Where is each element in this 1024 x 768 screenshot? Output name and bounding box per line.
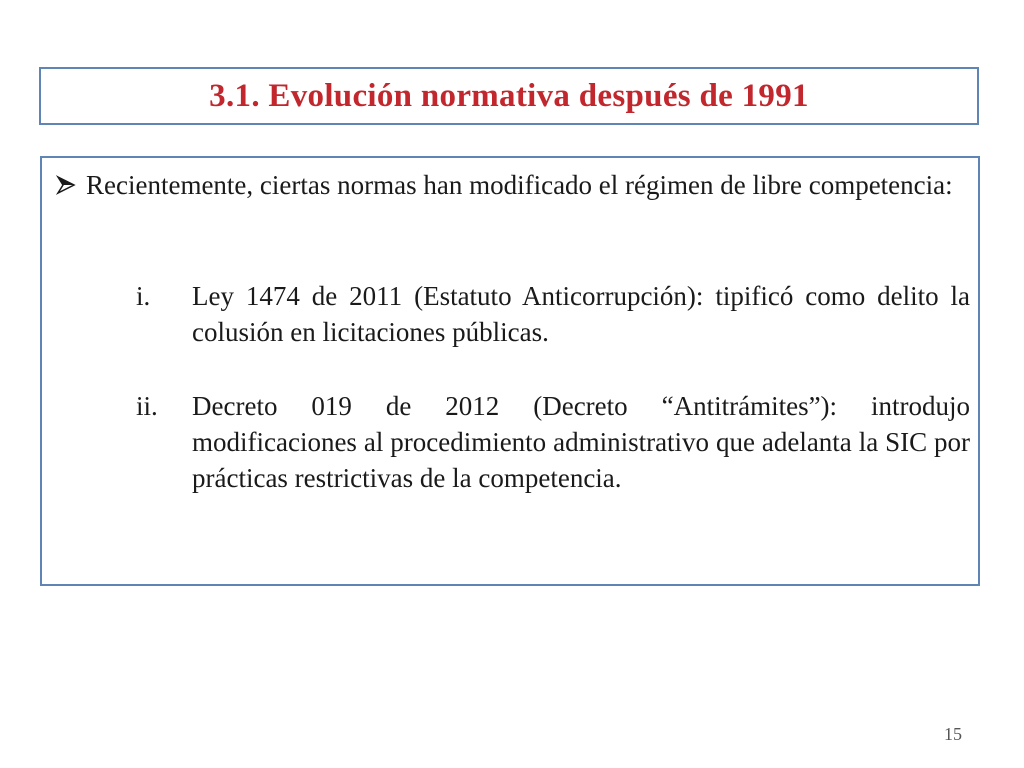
list-item — [124, 388, 970, 496]
arrow-bullet-icon — [56, 168, 86, 202]
list-item — [124, 278, 970, 350]
list-item-text: Decreto 019 de 2012 (Decreto “Antitrámites”): introdujo modificaciones al procedimiento administrativo que adelanta la SIC por prácticas restrictivas de la competencia. — [192, 391, 970, 493]
slide-title: 3.1. Evolución normativa después de 1991 — [209, 77, 809, 114]
list-item-text: Ley 1474 de 2011 (Estatuto Anticorrupción): tipificó como delito la colusión en licitaciones públicas. — [192, 281, 970, 347]
title-box — [39, 67, 979, 125]
page-number: 15 — [944, 724, 962, 744]
intro-bullet — [56, 168, 970, 202]
intro-bullet-text: Recientemente, ciertas normas han modificado el régimen de libre competencia: — [86, 170, 953, 200]
list-item-marker: i. — [136, 281, 151, 311]
content-box — [40, 156, 980, 586]
list-item-marker: ii. — [136, 391, 158, 421]
